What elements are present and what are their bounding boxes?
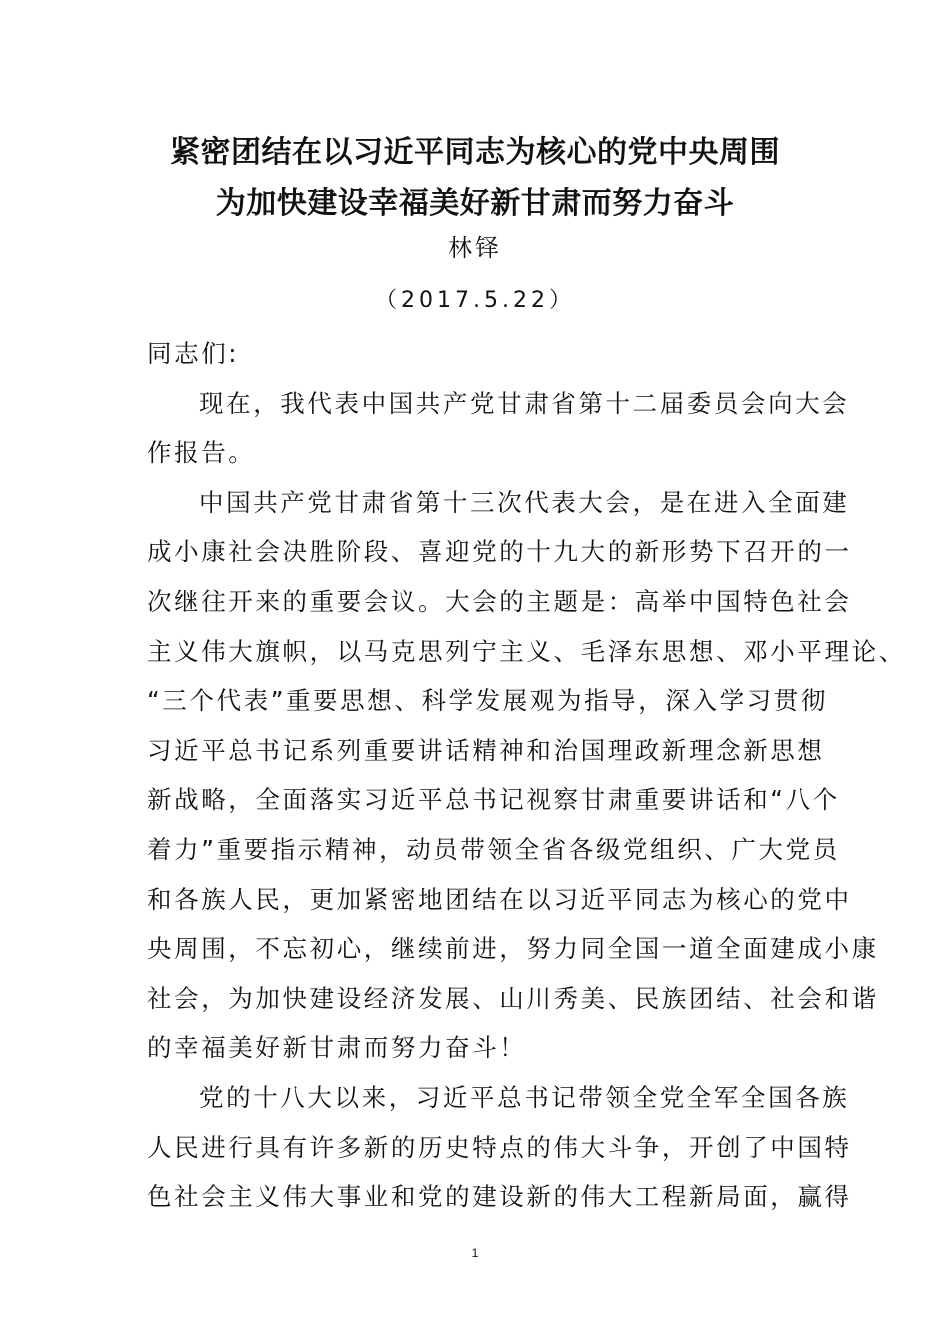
author-name: 林铎: [448, 234, 502, 262]
page-number: 1: [471, 1246, 479, 1260]
salutation: 同志们:: [147, 339, 240, 368]
body-line: 人民进行具有许多新的历史特点的伟大斗争，开创了中国特: [147, 1132, 852, 1162]
speech-date: （2017.5.22）: [375, 288, 575, 313]
body-line: 次继往开来的重要会议。大会的主题是：高举中国特色社会: [147, 586, 852, 616]
document-body: [147, 329, 906, 1222]
title-line-1: 紧密团结在以习近平同志为核心的党中央周围: [170, 135, 780, 170]
body-line: 习近平总书记系列重要讲话精神和治国理政新理念新思想: [147, 735, 825, 765]
body-line: 主义伟大旗帜，以马克思列宁主义、毛泽东思想、邓小平理论、: [147, 636, 906, 666]
body-line: 成小康社会决胜阶段、喜迎党的十九大的新形势下召开的一: [147, 537, 852, 567]
body-line: 党的十八大以来，习近平总书记带领全党全军全国各族: [199, 1082, 850, 1112]
document-title: [0, 127, 950, 229]
body-line: 新战略，全面落实习近平总书记视察甘肃重要讲话和“八个: [147, 785, 840, 815]
body-line: 作报告。: [147, 438, 256, 468]
body-line: 和各族人民，更加紧密地团结在以习近平同志为核心的党中: [147, 884, 852, 914]
body-line: 央周围，不忘初心，继续前进，努力同全国一道全面建成小康: [147, 934, 879, 964]
title-line-2: 为加快建设幸福美好新甘肃而努力奋斗: [215, 186, 735, 221]
body-line: 着力”重要指示精神，动员带领全省各级党组织、广大党员: [147, 834, 840, 864]
body-line: 社会，为加快建设经济发展、山川秀美、民族团结、社会和谐: [147, 983, 879, 1013]
body-line: “三个代表”重要思想、科学发展观为指导，深入学习贯彻: [147, 686, 828, 716]
body-line: 现在，我代表中国共产党甘肃省第十二届委员会向大会: [199, 388, 850, 418]
body-line: 色社会主义伟大事业和党的建设新的伟大工程新局面，赢得: [147, 1182, 852, 1212]
body-line: 中国共产党甘肃省第十三次代表大会，是在进入全面建: [199, 487, 850, 517]
body-line: 的幸福美好新甘肃而努力奋斗！: [147, 1033, 527, 1063]
